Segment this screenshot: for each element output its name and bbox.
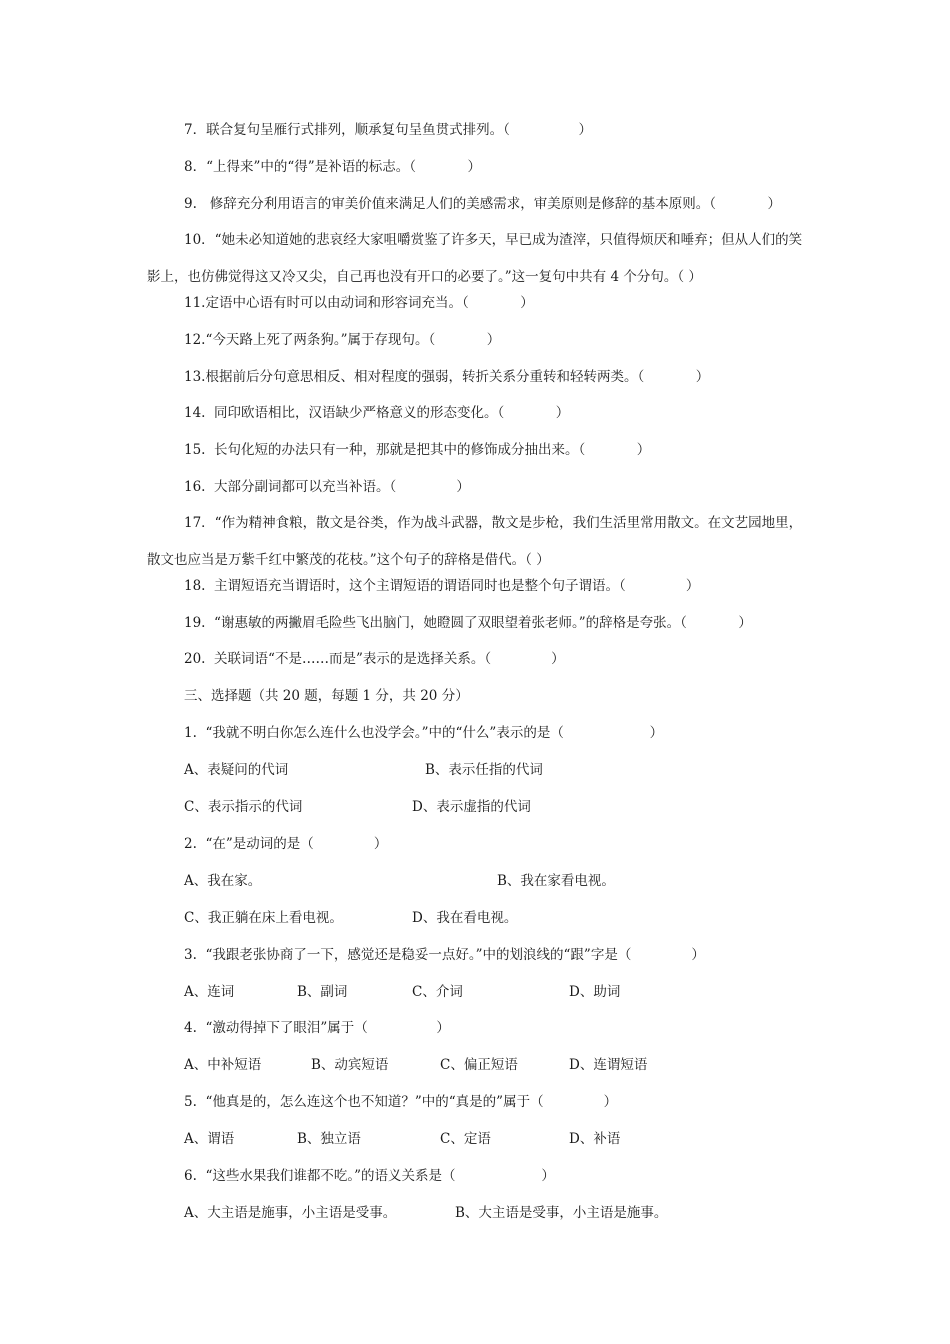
judge-item-7: 7．联合复句呈雁行式排列，顺承复句呈鱼贯式排列。（ ）: [184, 122, 592, 138]
choice-q4-stem: 4. “激动得掉下了眼泪”属于（ ）: [184, 1020, 450, 1036]
choice-q4-option-c: C、偏正短语: [440, 1057, 518, 1073]
choice-q2-option-c: C、我正躺在床上看电视。: [184, 910, 343, 926]
choice-q1-option-b: B、表示任指的代词: [425, 762, 543, 778]
choice-q4-option-b: B、动宾短语: [311, 1057, 389, 1073]
judge-item-11: 11.定语中心语有时可以由动词和形容词充当。（ ）: [184, 295, 534, 311]
choice-q5-option-d: D、补语: [569, 1131, 621, 1147]
choice-q5-option-c: C、定语: [440, 1131, 491, 1147]
choice-q2-option-d: D、我在看电视。: [412, 910, 518, 926]
choice-q6-option-b: B、大主语是受事，小主语是施事。: [455, 1205, 668, 1221]
judge-item-19: 19. “谢惠敏的两撇眉毛险些飞出脑门，她瞪圆了双眼望着张老师。”的辞格是夸张。（ ）: [184, 615, 752, 631]
choice-q4-option-d: D、连谓短语: [569, 1057, 648, 1073]
judge-item-17: 17．“作为精神食粮，散文是谷类，作为战斗武器，散文是步枪，我们生活里常用散文。在文艺园地里，散文也应当是万紫千红中繁茂的花枝。”这个句子的辞格是借代。（ ）: [147, 515, 803, 568]
choice-q6-stem: 6. “这些水果我们谁都不吃。”的语义关系是（ ）: [184, 1168, 555, 1184]
choice-q4-option-a: A、中补短语: [184, 1057, 262, 1073]
judge-item-14: 14. 同印欧语相比，汉语缺少严格意义的形态变化。（ ）: [184, 405, 570, 421]
choice-q3-option-c: C、介词: [412, 984, 463, 1000]
choice-q5-option-b: B、独立语: [297, 1131, 361, 1147]
choice-q2-option-b: B、我在家看电视。: [497, 873, 615, 889]
choice-q5-stem: 5. “他真是的，怎么连这个也不知道？”中的“真是的”属于（ ）: [184, 1094, 618, 1110]
judge-item-10: 10．“她未必知道她的悲哀经大家咀嚼赏鉴了许多天，早已成为渣滓，只值得烦厌和唾弃；但从人们的笑影上，也仿佛觉得这又冷又尖，自己再也没有开口的必要了。”这一复句中共有 4 个分句。（ ）: [147, 232, 803, 285]
judge-item-18: 18. 主谓短语充当谓语时，这个主谓短语的谓语同时也是整个句子谓语。（ ）: [184, 578, 700, 594]
judge-item-9: 9. 修辞充分利用语言的审美价值来满足人们的美感需求，审美原则是修辞的基本原则。（ ）: [184, 196, 781, 212]
choice-q2-option-a: A、我在家。: [184, 873, 262, 889]
choice-q5-option-a: A、谓语: [184, 1131, 235, 1147]
judge-item-16: 16. 大部分副词都可以充当补语。（ ）: [184, 479, 470, 495]
judge-item-15: 15. 长句化短的办法只有一种，那就是把其中的修饰成分抽出来。（ ）: [184, 442, 651, 458]
choice-q1-option-a: A、表疑问的代词: [184, 762, 289, 778]
judge-item-13: 13.根据前后分句意思相反、相对程度的强弱，转折关系分重转和轻转两类。（ ）: [184, 369, 710, 385]
choice-q3-option-b: B、副词: [297, 984, 348, 1000]
choice-q6-option-a: A、大主语是施事，小主语是受事。: [184, 1205, 397, 1221]
choice-q3-option-a: A、连词: [184, 984, 235, 1000]
judge-item-20: 20. 关联词语“不是……而是”表示的是选择关系。（ ）: [184, 651, 565, 667]
choice-q1-option-c: C、表示指示的代词: [184, 799, 303, 815]
choice-q2-stem: 2. “在”是动词的是（ ）: [184, 836, 388, 852]
judge-item-12: 12.“今天路上死了两条狗。”属于存现句。（ ）: [184, 332, 501, 348]
section-title: 三、选择题（共 20 题，每题 1 分，共 20 分）: [184, 688, 469, 704]
choice-q3-option-d: D、助词: [569, 984, 621, 1000]
choice-q1-option-d: D、表示虚指的代词: [412, 799, 531, 815]
choice-q3-stem: 3. “我跟老张协商了一下，感觉还是稳妥一点好。”中的划浪线的“跟”字是（ ）: [184, 947, 705, 963]
judge-item-8: 8．“上得来”中的“得”是补语的标志。（ ）: [184, 159, 481, 175]
choice-q1-stem: 1. “我就不明白你怎么连什么也没学会。”中的“什么”表示的是（ ）: [184, 725, 664, 741]
